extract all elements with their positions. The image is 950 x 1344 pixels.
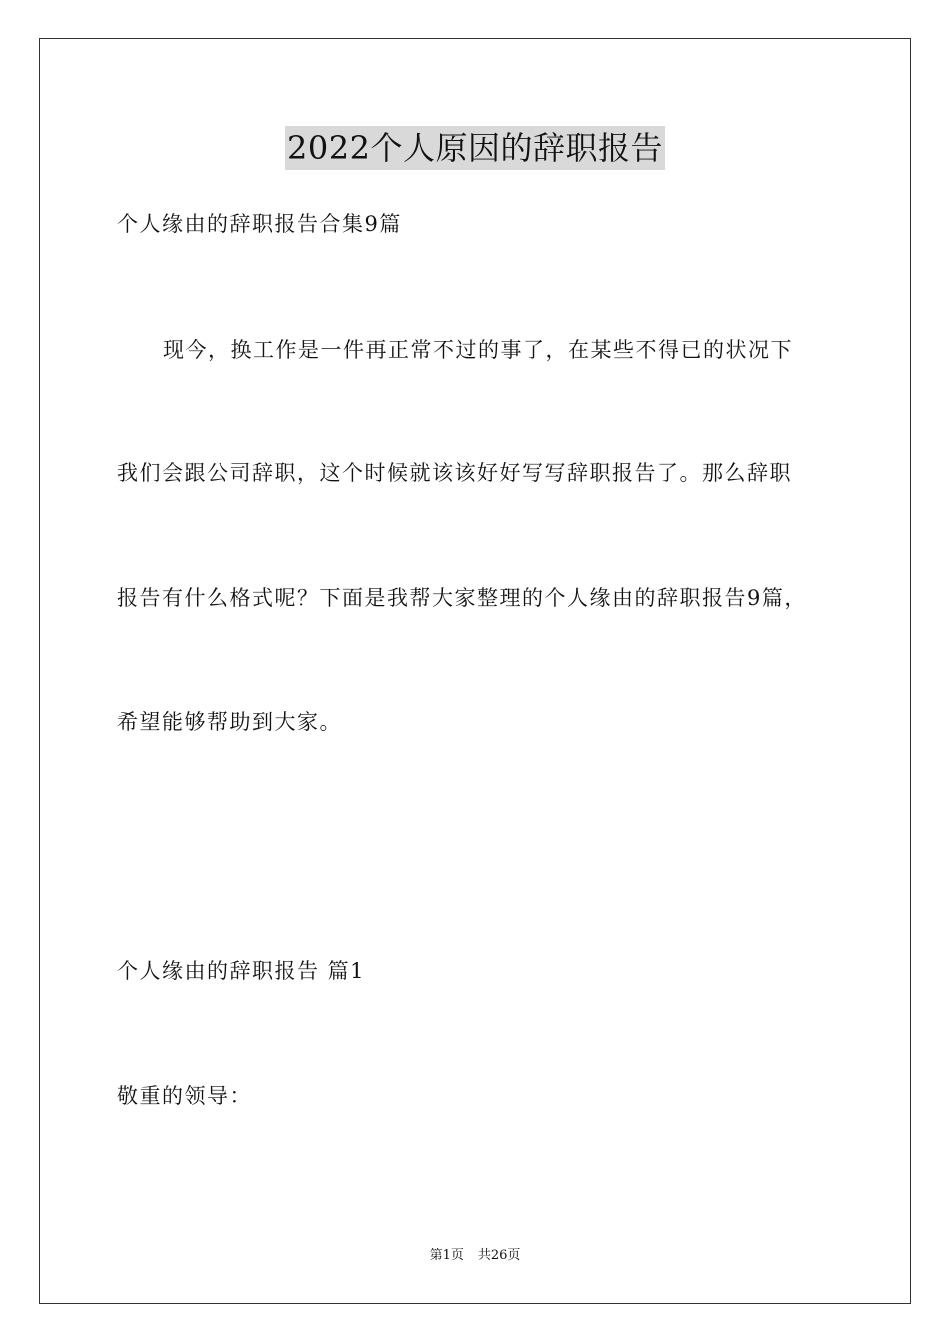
paragraph-line: 我们会跟公司辞职，这个时候就该该好好写写辞职报告了。那么辞职 [117,461,792,485]
page-total: 共26页 [477,1248,521,1263]
paragraph-line: 希望能够帮助到大家。 [117,710,342,734]
paragraph-line: 现今，换工作是一件再正常不过的事了，在某些不得已的状况下 [163,338,793,362]
salutation: 敬重的领导： [117,1084,252,1108]
document-title: 2022个人原因的辞职报告 [285,126,665,170]
document-subtitle: 个人缘由的辞职报告合集9篇 [117,212,402,236]
paragraph-line: 报告有什么格式呢？下面是我帮大家整理的个人缘由的辞职报告9篇， [117,586,807,610]
section-heading: 个人缘由的辞职报告 篇1 [117,959,366,983]
title-container [0,126,950,170]
page-number: 第1页 [429,1248,464,1263]
page-footer [0,1247,950,1265]
